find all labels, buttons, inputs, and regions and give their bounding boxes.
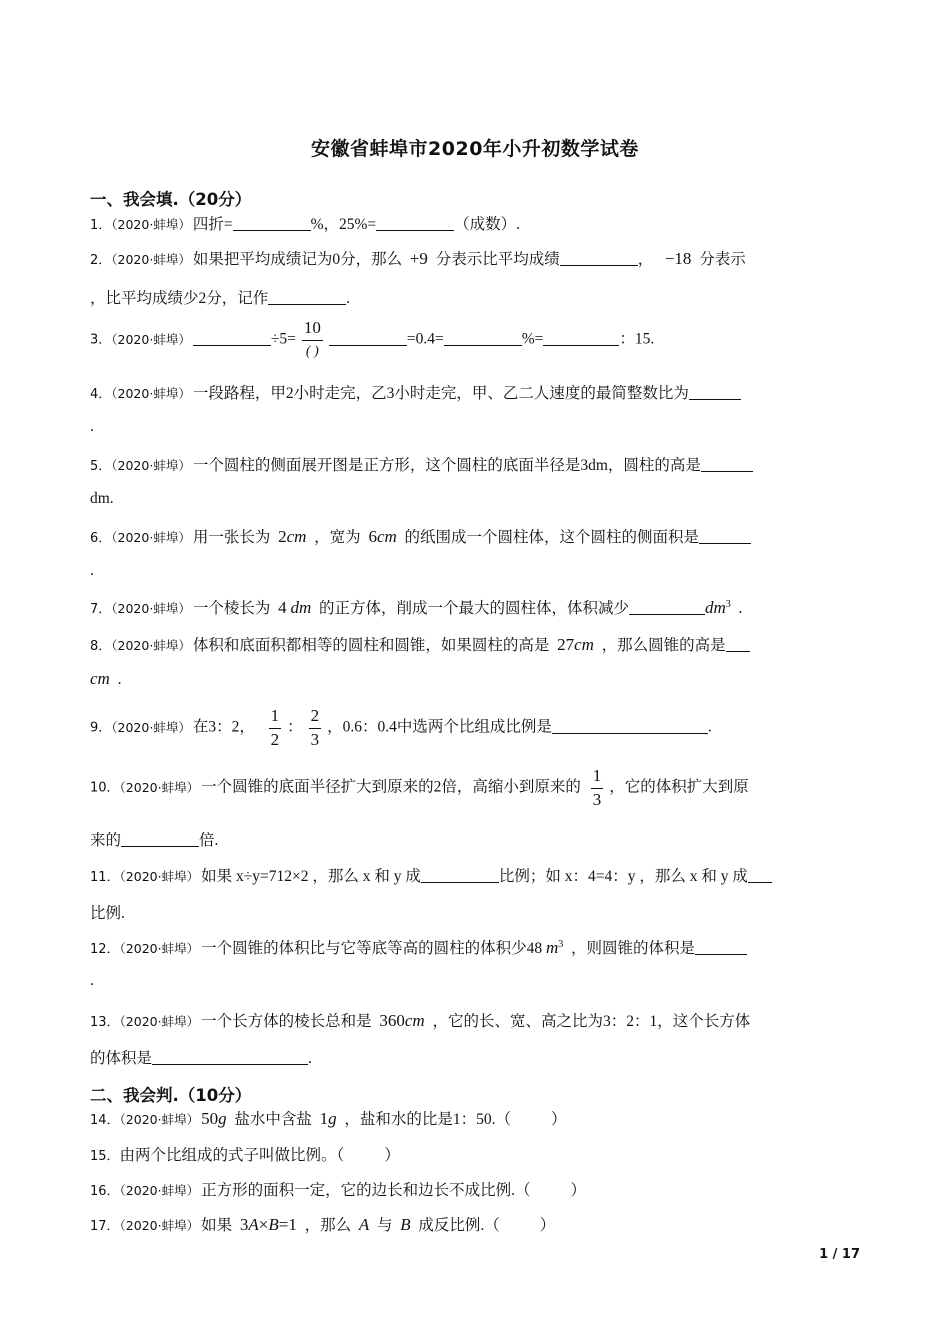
answer-blank[interactable] [726, 636, 750, 652]
answer-blank[interactable] [329, 330, 407, 346]
answer-blank[interactable] [543, 330, 619, 346]
answer-blank[interactable] [552, 718, 708, 734]
question-4-continued: . [90, 418, 94, 435]
question-16: 16．（2020·蚌埠） 正方形的面积一定，它的边长和边长不成比例.（ ） [90, 1182, 586, 1199]
page-number: 1 / 17 [819, 1247, 860, 1262]
question-1: 1．（2020·蚌埠） 四折= %，25%= （成数）. [90, 216, 521, 233]
answer-blank[interactable] [699, 528, 751, 544]
fraction: $\frac{1}{2}$ [270, 706, 280, 749]
question-7: 7．（2020·蚌埠） 一个棱长为 4 dm 的正方体，削成一个最大的圆柱体，体积减少 $dm^3$ . [90, 598, 743, 617]
question-12: 12．（2020·蚌埠） 一个圆锥的体积比与它等底等高的圆柱的体积少48 $m^3$ ，则圆锥的体积是 [90, 936, 747, 958]
question-14: 14．（2020·蚌埠） 50g 盐水中含盐 1g ，盐和水的比是1：50.（ ） [90, 1109, 567, 1128]
question-8-continued: cm . [90, 669, 122, 688]
question-13-continued: 的体积是 . [90, 1050, 312, 1067]
answer-blank[interactable] [376, 215, 454, 231]
answer-blank[interactable] [689, 384, 741, 400]
question-9: 9．（2020·蚌埠） 在3：2， $\frac{1}{2}$ ： $\frac{2}{3}$ ，0.6：0.4中选两个比组成比例是 . [90, 706, 712, 749]
answer-blank[interactable] [695, 939, 747, 955]
question-2-continued: ，比平均成绩少2分，记作 . [90, 290, 351, 307]
fraction: $\frac{1}{3}$ [592, 766, 602, 809]
question-11: 11．（2020·蚌埠） 如果 x÷y=712×2 ，那么 x 和 y 成 比例；如 x：4=4：y ，那么 x 和 y 成 [90, 864, 772, 886]
answer-blank[interactable] [444, 330, 522, 346]
answer-blank[interactable] [701, 456, 753, 472]
question-13: 13．（2020·蚌埠） 一个长方体的棱长总和是 360cm ，它的长、宽、高之比为3：2：1，这个长方体 [90, 1011, 751, 1030]
question-3: 3．（2020·蚌埠） ÷5= $\frac{10}{( )}$ =0.4= %= ：15. [90, 318, 654, 362]
fraction: $\frac{10}{( )}$ [303, 318, 321, 359]
answer-blank[interactable] [748, 867, 772, 883]
answer-blank[interactable] [193, 330, 271, 346]
answer-blank[interactable] [233, 215, 311, 231]
question-2: 2．（2020·蚌埠） 如果把平均成绩记为0分，那么 +9 分表示比平均成绩 ， −18 分表示 [90, 249, 746, 268]
answer-blank[interactable] [152, 1049, 308, 1065]
question-6-continued: . [90, 562, 94, 579]
question-6: 6．（2020·蚌埠） 用一张长为 2cm ，宽为 6cm 的纸围成一个圆柱体，这个圆柱的侧面积是 [90, 525, 751, 547]
question-10-continued: 来的 倍. [90, 832, 219, 849]
question-8: 8．（2020·蚌埠） 体积和底面积都相等的圆柱和圆锥，如果圆柱的高是 27cm ，那么圆锥的高是 [90, 633, 750, 655]
question-17: 17．（2020·蚌埠） 如果 3A×B=1 ，那么 A 与 B 成反比例.（ ） [90, 1215, 556, 1234]
fraction: $\frac{2}{3}$ [310, 706, 320, 749]
section-heading-fill: 一、我会填.（20分） [90, 190, 252, 209]
question-4: 4．（2020·蚌埠） 一段路程，甲2小时走完，乙3小时走完，甲、乙二人速度的最简整数比为 [90, 381, 741, 403]
page-title: 安徽省蚌埠市2020年小升初数学试卷 [311, 138, 639, 160]
question-5: 5．（2020·蚌埠） 一个圆柱的侧面展开图是正方形，这个圆柱的底面半径是3dm，圆柱的高是 [90, 453, 753, 475]
question-5-continued: dm. [90, 490, 114, 507]
answer-blank[interactable] [121, 831, 199, 847]
answer-blank[interactable] [268, 289, 346, 305]
question-12-continued: . [90, 972, 94, 989]
section-heading-judge: 二、我会判.（10分） [90, 1086, 252, 1105]
question-10: 10．（2020·蚌埠） 一个圆锥的底面半径扩大到原来的2倍，高缩小到原来的 $\frac{1}{3}$ ，它的体积扩大到原 [90, 766, 749, 809]
question-15: 15．由两个比组成的式子叫做比例。（ ） [90, 1147, 400, 1164]
answer-blank[interactable] [421, 867, 499, 883]
answer-blank[interactable] [629, 599, 705, 615]
question-11-continued: 比例. [90, 905, 125, 922]
answer-blank[interactable] [560, 250, 638, 266]
